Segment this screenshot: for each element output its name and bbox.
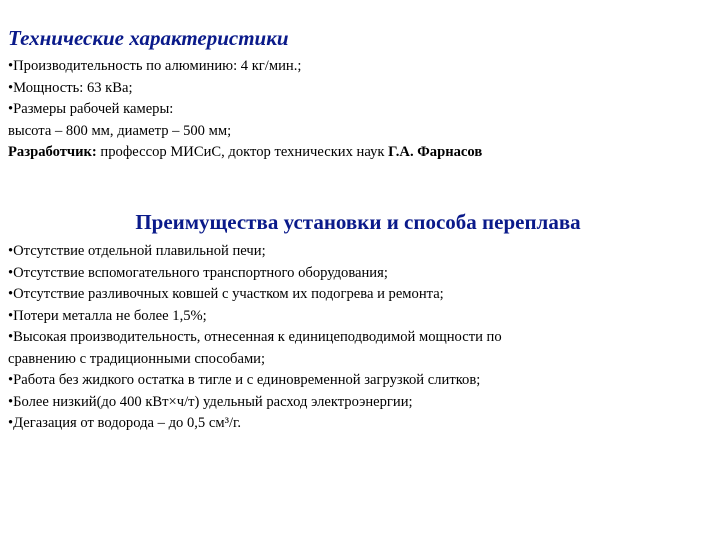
advantage-item: •Отсутствие разливочных ковшей с участком их подогрева и ремонта; <box>8 286 444 302</box>
advantage-item: •Более низкий(до 400 кВт×ч/т) удельный расход электроэнергии; <box>8 393 413 410</box>
advantage-item-continuation: сравнению с традиционными способами; <box>8 350 266 367</box>
developer-text: профессор МИСиС, доктор технических наук <box>96 144 389 160</box>
tech-item-power: •Мощность: 63 кВа; <box>8 79 133 96</box>
advantages-title: Преимущества установки и способа переплава <box>135 210 581 234</box>
advantage-item: •Отсутствие отдельной плавильной печи; <box>8 243 266 259</box>
advantage-item: •Отсутствие вспомогательного транспортного оборудования; <box>8 264 388 281</box>
advantage-item: •Работа без жидкого остатка в тигле и с единовременной загрузкой слитков; <box>8 372 481 388</box>
advantage-item: •Высокая производительность, отнесенная к единицеподводимой мощности по <box>8 329 502 345</box>
advantage-item: •Дегазация от водорода – до 0,5 см³/г. <box>8 415 241 431</box>
tech-item-chamber-dimensions: высота – 800 мм, диаметр – 500 мм; <box>8 122 232 139</box>
developer-label: Разработчик: <box>8 144 97 160</box>
tech-specs-list <box>8 56 708 164</box>
developer-name: Г.А. Фарнасов <box>388 144 483 160</box>
developer-line <box>8 142 708 164</box>
tech-item-chamber-size: •Размеры рабочей камеры: <box>8 101 174 117</box>
advantages-list <box>8 241 708 435</box>
tech-item-productivity: •Производительность по алюминию: 4 кг/мин.; <box>8 58 302 74</box>
advantage-item: •Потери металла не более 1,5%; <box>8 307 207 324</box>
tech-specs-title: Технические характеристики <box>8 26 289 50</box>
